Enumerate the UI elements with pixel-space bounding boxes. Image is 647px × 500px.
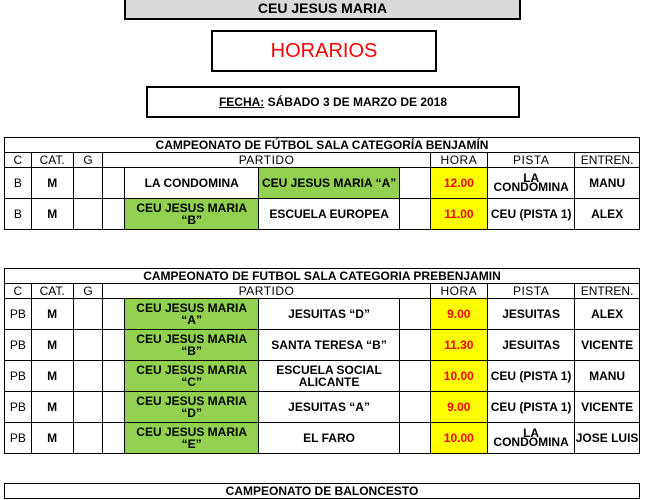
date-value: SÁBADO 3 DE MARZO DE 2018 — [267, 95, 448, 109]
benjamin-title: CAMPEONATO DE FÚTBOL SALA CATEGORÍA BENJAMÍN — [5, 138, 640, 153]
cell-cat: M — [31, 330, 73, 361]
cell-hora: 11.00 — [430, 199, 487, 230]
cell-cat: M — [31, 423, 73, 454]
cell-c: PB — [5, 330, 32, 361]
header-partido: PARTIDO — [103, 153, 430, 168]
cell-c: PB — [5, 361, 32, 392]
date-label: FECHA: — [218, 95, 265, 109]
cell-cat: M — [31, 392, 73, 423]
club-name-box — [124, 0, 521, 20]
cell-pista: JESUITAS — [488, 330, 575, 361]
cell-team2: ESCUELA SOCIAL ALICANTE — [259, 361, 400, 392]
table-row — [5, 330, 640, 361]
table-row — [5, 199, 640, 230]
cell-hora: 11.30 — [430, 330, 487, 361]
benjamin-table — [4, 137, 640, 230]
table-row — [5, 361, 640, 392]
cell-team2: JESUITAS “A” — [259, 392, 400, 423]
cell-g — [73, 392, 103, 423]
header-pista: PISTA — [488, 153, 575, 168]
cell-team1: CEU JESUS MARIA “B” — [124, 199, 258, 230]
table-row — [5, 299, 640, 330]
cell-cat: M — [31, 199, 73, 230]
table-header — [5, 284, 640, 299]
cell-hora: 10.00 — [430, 423, 487, 454]
header-cat: CAT. — [31, 284, 73, 299]
cell-c: PB — [5, 392, 32, 423]
cell-entren: VICENTE — [575, 330, 640, 361]
table-header — [5, 153, 640, 168]
cell-team2: JESUITAS “D” — [259, 299, 400, 330]
cell-c: PB — [5, 423, 32, 454]
cell-hora: 9.00 — [430, 392, 487, 423]
header-c: C — [5, 284, 32, 299]
cell-team1: CEU JESUS MARIA “B” — [124, 330, 258, 361]
cell-team1: CEU JESUS MARIA “E” — [124, 423, 258, 454]
header-hora: HORA — [430, 284, 487, 299]
cell-c: B — [5, 168, 32, 199]
club-name: CEU JESUS MARIA — [257, 0, 388, 16]
cell-cat: M — [31, 168, 73, 199]
cell-cat: M — [31, 299, 73, 330]
date-box — [146, 86, 520, 118]
baloncesto-table — [4, 483, 640, 499]
header-g: G — [73, 284, 103, 299]
table-row — [5, 168, 640, 199]
cell-team2: EL FARO — [259, 423, 400, 454]
cell-g — [73, 361, 103, 392]
header-cat: CAT. — [31, 153, 73, 168]
cell-hora: 10.00 — [430, 361, 487, 392]
cell-c: B — [5, 199, 32, 230]
cell-entren: ALEX — [575, 299, 640, 330]
cell-team1: CEU JESUS MARIA “C” — [124, 361, 258, 392]
table-row — [5, 423, 640, 454]
cell-c: PB — [5, 299, 32, 330]
cell-team1: CEU JESUS MARIA “A” — [124, 299, 258, 330]
cell-pista: CEU (PISTA 1) — [488, 199, 575, 230]
page-title: HORARIOS — [270, 40, 378, 62]
cell-g — [73, 168, 103, 199]
cell-cat: M — [31, 361, 73, 392]
cell-team1: LA CONDOMINA — [124, 168, 258, 199]
cell-g — [73, 330, 103, 361]
cell-entren: MANU — [575, 361, 640, 392]
cell-team1: CEU JESUS MARIA “D” — [124, 392, 258, 423]
page-title-box — [211, 30, 437, 72]
header-hora: HORA — [430, 153, 487, 168]
cell-pista: CEU (PISTA 1) — [488, 392, 575, 423]
cell-entren: ALEX — [575, 199, 640, 230]
prebenjamin-table — [4, 268, 640, 454]
cell-team2: CEU JESUS MARIA “A” — [259, 168, 400, 199]
header-partido: PARTIDO — [103, 284, 430, 299]
cell-team2: ESCUELA EUROPEA — [259, 199, 400, 230]
cell-entren: JOSE LUIS — [575, 423, 640, 454]
cell-entren: VICENTE — [575, 392, 640, 423]
header-entren: ENTREN. — [575, 153, 640, 168]
header-g: G — [73, 153, 103, 168]
header-entren: ENTREN. — [575, 284, 640, 299]
header-pista: PISTA — [488, 284, 575, 299]
cell-pista: LA CONDOMINA — [488, 168, 575, 199]
cell-team2: SANTA TERESA “B” — [259, 330, 400, 361]
cell-entren: MANU — [575, 168, 640, 199]
cell-g — [73, 199, 103, 230]
header-c: C — [5, 153, 32, 168]
baloncesto-title: CAMPEONATO DE BALONCESTO — [5, 484, 640, 499]
cell-pista: CEU (PISTA 1) — [488, 361, 575, 392]
cell-g — [73, 299, 103, 330]
cell-hora: 12.00 — [430, 168, 487, 199]
prebenjamin-title: CAMPEONATO DE FUTBOL SALA CATEGORIA PREBENJAMIN — [5, 269, 640, 284]
cell-hora: 9.00 — [430, 299, 487, 330]
cell-g — [73, 423, 103, 454]
cell-pista: JESUITAS — [488, 299, 575, 330]
table-row — [5, 392, 640, 423]
cell-pista: LA CONDOMINA — [488, 423, 575, 454]
